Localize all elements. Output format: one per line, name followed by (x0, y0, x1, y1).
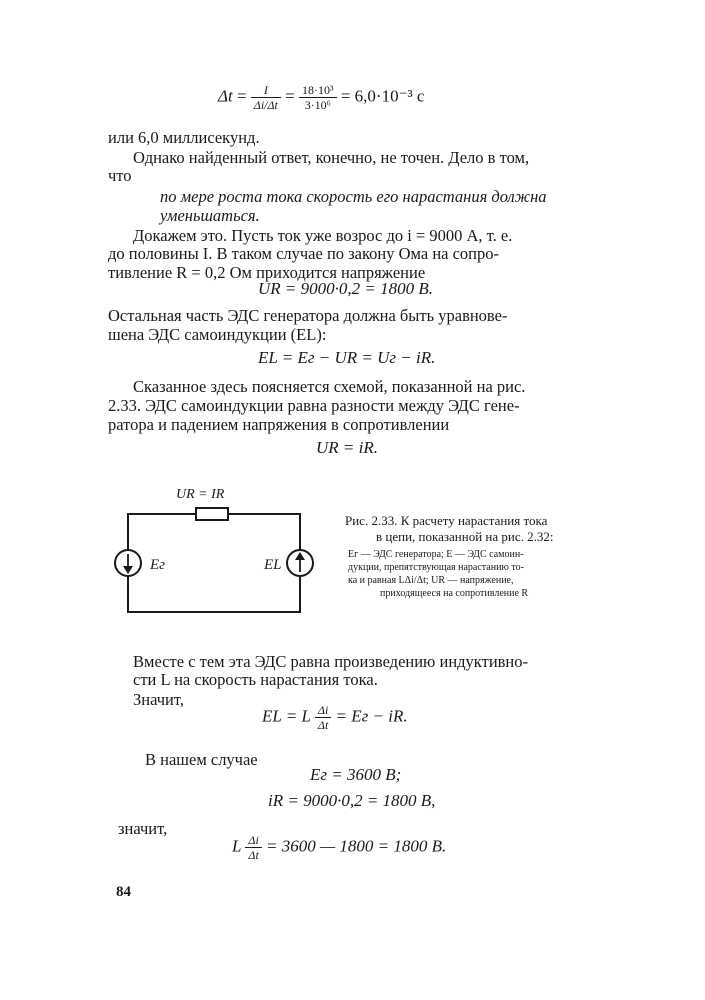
fin-den: Δt (248, 848, 259, 862)
eq1-result: = 6,0·10⁻³ с (340, 86, 425, 106)
equation-final (232, 833, 446, 862)
figure-legend: ка и равная LΔi/Δt; UR — напряжение, (348, 575, 514, 586)
el2-rhs: = Eг − iR. (335, 706, 408, 726)
text-line: до половины I. В таком случае по закону Ома на сопро- (108, 244, 499, 263)
figure-caption: в цепи, показанной на рис. 2.32: (376, 529, 554, 544)
equation-eg: Eг = 3600 В; (310, 765, 402, 784)
fin-rhs: = 3600 — 1800 = 1800 В. (266, 836, 447, 856)
text-line: Докажем это. Пусть ток уже возрос до i = 9000 А, т. е. (133, 226, 513, 245)
equation-ur: UR = 9000·0,2 = 1800 В. (258, 279, 433, 298)
eq1-frac2-num: 18·10³ (299, 83, 337, 98)
text-line: Остальная часть ЭДС генератора должна быть уравнове- (108, 306, 508, 325)
el2-num: Δi (315, 703, 331, 718)
source-left-label: Eг (150, 557, 166, 573)
text-line: 2.33. ЭДС самоиндукции равна разности между ЭДС гене- (108, 396, 520, 415)
text-line-italic: по мере роста тока скорость его нарастания должна (160, 187, 547, 206)
fin-frac (245, 833, 261, 862)
fin-num: Δi (245, 833, 261, 848)
eq1-frac2 (299, 83, 337, 112)
text-line: Вместе с тем эта ЭДС равна произведению индуктивно- (133, 652, 529, 671)
text-line: тивление R = 0,2 Ом приходится напряжение (108, 263, 426, 282)
el2-lhs: EL = L (262, 706, 311, 726)
text-line: В нашем случае (145, 750, 258, 769)
equation-el: EL = Eг − UR = Uг − iR. (258, 348, 436, 367)
resistor-label: UR = IR (176, 487, 225, 502)
figure-caption: Рис. 2.33. К расчету нарастания тока (345, 513, 548, 528)
figure-legend: приходящееся на сопротивление R (380, 588, 529, 599)
text-line: Значит, (133, 690, 184, 709)
eq1-lhs: Δt (218, 86, 233, 106)
text-line: что (108, 166, 132, 185)
source-right-label: EL (264, 557, 282, 573)
equation-el-derivative (262, 703, 408, 732)
circuit-diagram (108, 478, 348, 618)
figure-legend: Eг — ЭДС генератора; E — ЭДС самоин- (348, 549, 524, 560)
el2-den: Δt (317, 718, 329, 732)
el2-frac (315, 703, 331, 732)
text-line: Однако найденный ответ, конечно, не точен. Дело в том, (133, 148, 530, 167)
equation-delta-t: Δt = $\frac{I}{\Delta i/\Delta t}$ = $\frac{\text{18·10³}}{\text{3·10⁶}}$ = 6,0·10⁻³ с (218, 83, 425, 112)
resistor (196, 508, 228, 520)
eq1-frac1-den: Δi/Δt (253, 98, 278, 112)
text-line: значит, (118, 819, 168, 838)
eq1-frac1-num: I (251, 83, 281, 98)
equation-ir: iR = 9000·0,2 = 1800 В, (268, 791, 436, 810)
text-line: ратора и падением напряжения в сопротивлении (108, 415, 450, 434)
page-number: 84 (116, 884, 131, 900)
eq1-frac1 (251, 83, 281, 112)
fin-lhs: L (232, 836, 242, 856)
text-line: шена ЭДС самоиндукции (EL): (108, 325, 327, 344)
figure-legend: дукции, препятствующая нарастанию то- (348, 562, 524, 573)
eq1-frac2-den: 3·10⁶ (304, 98, 331, 112)
text-line: Сказанное здесь поясняется схемой, показанной на рис. (133, 377, 526, 396)
text-line: сти L на скорость нарастания тока. (133, 670, 378, 689)
text-line-italic: уменьшаться. (160, 206, 260, 225)
text-line: или 6,0 миллисекунд. (108, 128, 260, 147)
equation-ur-ir: UR = iR. (316, 438, 378, 457)
